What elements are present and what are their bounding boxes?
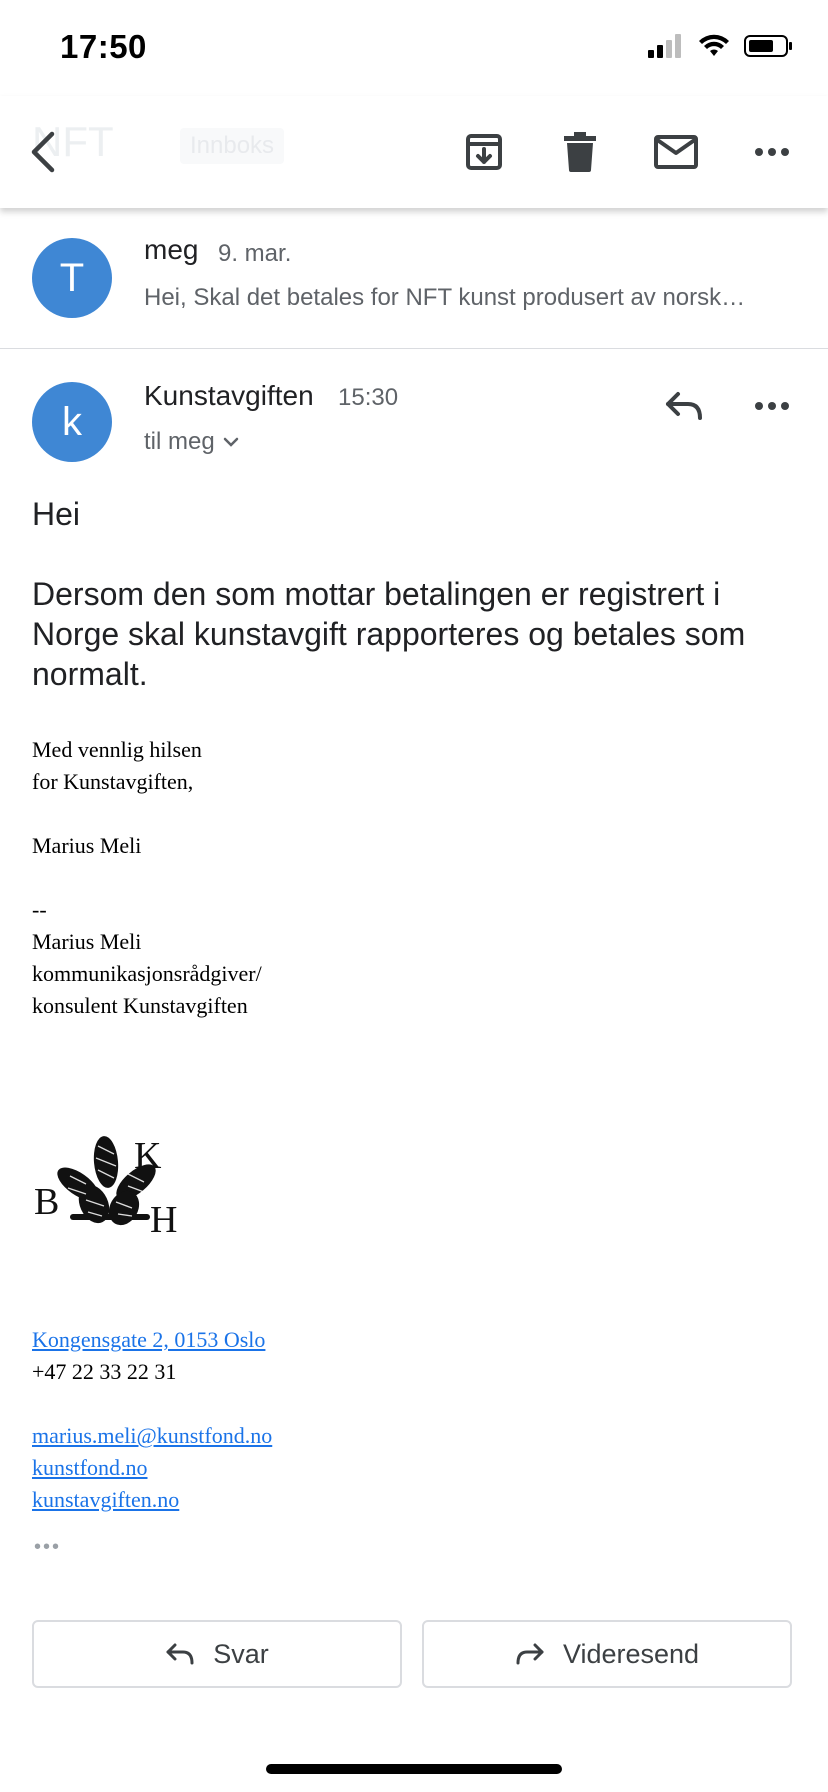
toolbar (0, 96, 828, 208)
collapsed-message[interactable] (0, 210, 828, 348)
reply-icon (664, 390, 704, 422)
contact-block (32, 1324, 632, 1516)
trash-icon (564, 132, 596, 172)
pinecone-logo-icon (32, 1132, 192, 1238)
forward-label: Videresend (562, 1638, 700, 1669)
delete-button[interactable] (556, 128, 604, 176)
bkh-logo (32, 1132, 192, 1238)
signature-name: Marius Meli (32, 833, 142, 858)
reply-bottom-button[interactable] (32, 1620, 402, 1688)
signature-title: kommunikasjonsrådgiver/ (32, 961, 262, 986)
home-indicator (266, 1764, 562, 1774)
sender-name: Kunstavgiften (144, 380, 314, 411)
signal-icon (648, 34, 684, 58)
signature-block (32, 734, 632, 1022)
website-link[interactable]: kunstavgiften.no (32, 1487, 180, 1512)
inbox-label-ghost: Innboks (180, 128, 284, 164)
mail-icon (654, 135, 698, 169)
phone-number: +47 22 33 22 31 (32, 1359, 177, 1384)
logo-letter-b: B (34, 1181, 60, 1223)
divider (0, 348, 828, 349)
logo-letter-k: K (134, 1135, 162, 1177)
reply-label: Svar (213, 1638, 269, 1669)
status-icons (648, 34, 794, 58)
back-button[interactable] (20, 128, 68, 176)
message-more-button[interactable] (748, 382, 796, 430)
archive-button[interactable] (460, 128, 508, 176)
show-trimmed-content[interactable]: ••• (34, 1536, 62, 1558)
recipient-toggle[interactable] (144, 428, 239, 456)
signature-closing: Med vennlig hilsen (32, 737, 202, 762)
signature-closing: for Kunstavgiften, (32, 769, 194, 794)
reply-button[interactable] (660, 382, 708, 430)
signature-title: konsulent Kunstavgiften (32, 993, 248, 1018)
website-link[interactable]: kunstfond.no (32, 1455, 148, 1480)
wifi-icon (698, 34, 730, 58)
avatar: k (32, 382, 112, 462)
address-link[interactable]: Kongensgate 2, 0153 Oslo (32, 1327, 266, 1352)
status-time: 17:50 (60, 28, 147, 65)
signature-name: Marius Meli (32, 929, 142, 954)
email-link[interactable]: marius.meli@kunstfond.no (32, 1423, 273, 1448)
logo-letter-h: H (150, 1199, 178, 1238)
forward-icon (515, 1642, 545, 1666)
greeting: Hei (32, 496, 81, 532)
sender-name: meg (144, 234, 199, 265)
archive-icon (464, 132, 504, 172)
reply-icon (165, 1642, 195, 1666)
message-date: 9. mar. (218, 240, 292, 267)
signature-separator: -- (32, 897, 47, 922)
mark-unread-button[interactable] (652, 128, 700, 176)
battery-icon (744, 34, 794, 58)
more-icon (754, 147, 790, 157)
message-paragraph: Dersom den som mottar betalingen er registrert i Norge skal kunstavgift rapporteres og betales som normalt. (32, 576, 746, 692)
back-arrow-icon (28, 130, 60, 174)
chevron-down-icon (223, 437, 239, 447)
thread-subject-ghost: NFT (32, 118, 114, 165)
avatar: T (32, 238, 112, 318)
forward-bottom-button[interactable] (422, 1620, 792, 1688)
more-icon (754, 401, 790, 411)
more-options-button[interactable] (748, 128, 796, 176)
recipient-label: til meg (144, 428, 215, 455)
message-time: 15:30 (338, 384, 399, 411)
message-snippet: Hei, Skal det betales for NFT kunst produsert av norsk… (144, 284, 746, 311)
